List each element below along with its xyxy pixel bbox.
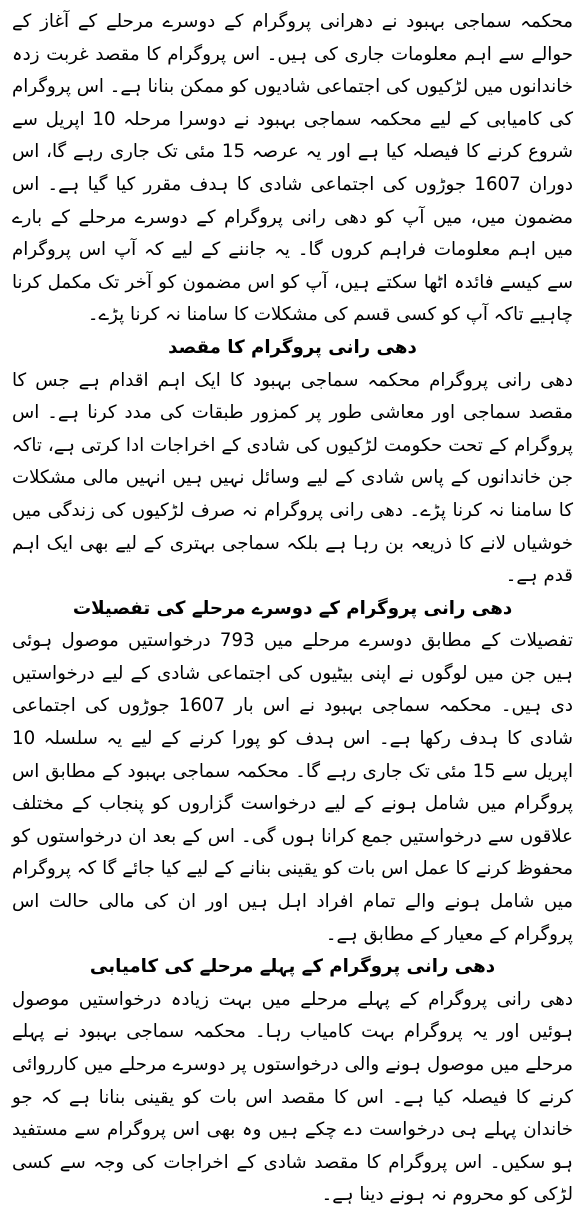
success-paragraph: دھی رانی پروگرام کے پہلے مرحلے میں بہت زیادہ درخواستیں موصول ہوئیں اور یہ پروگرام بہت کامیاب رہا۔ محکمہ سماجی بہبود نے پہلے مرحلے میں موصول ہونے والی درخواستوں پر دوسرے مرحلے میں کارروائی کرنے کا فیصلہ کیا ہے۔ اس کا مقصد اس بات کو یقینی بنانا ہے کہ جو خاندان پہلے ہی درخواست دے چکے ہیں وہ بھی اس پروگرام سے مستفید ہو سکیں۔ اس پروگرام کا مقصد شادی کے اخراجات کی وجہ سے کسی لڑکی کو محروم نہ ہونے دینا ہے۔ — [12, 988, 573, 1206]
heading-program-purpose: دھی رانی پروگرام کا مقصد — [168, 336, 417, 358]
heading-second-phase-details: دھی رانی پروگرام کے دوسرے مرحلے کی تفصیلات — [72, 597, 513, 619]
details-paragraph: تفصیلات کے مطابق دوسرے مرحلے میں 793 درخواستیں موصول ہوئی ہیں جن میں لوگوں نے اپنی بیٹیوں کی اجتماعی شادی کے لیے درخواستیں دی ہیں۔ محکمہ سماجی بہبود نے اس بار 1607 جوڑوں کی اجتماعی شادی کا ہدف رکھا ہے۔ اس ہدف کو پورا کرنے کے لیے یہ سلسلہ 10 اپریل سے 15 مئی تک جاری رہے گا۔ محکمہ سماجی بہبود کے مطابق اس پروگرام میں شامل ہونے کے لیے درخواست گزاروں کو پنجاب کے مختلف علاقوں سے درخواستیں جمع کرانا ہوں گی۔ اس کے بعد ان درخواستوں کو محفوظ کرنے کا عمل اس بات کو یقینی بنانے کے لیے کیا جائے گا کہ پروگرام میں شامل ہونے والے تمام افراد اہل ہیں اور ان کی مالی حالت اس پروگرام کے معیار کے مطابق ہے۔ — [12, 630, 573, 945]
heading-first-phase-success: دھی رانی پروگرام کے پہلے مرحلے کی کامیابی — [89, 956, 496, 978]
intro-paragraph: محکمہ سماجی بہبود نے دھرانی پروگرام کے دوسرے مرحلے کے آغاز کے حوالے سے اہم معلومات جاری کی ہیں۔ اس پروگرام کا مقصد غربت زدہ خاندانوں میں لڑکیوں کی اجتماعی شادیوں کو ممکن بنانا ہے۔ اس پروگرام کی کامیابی کے لیے محکمہ سماجی بہبود نے دوسرا مرحلہ 10 اپریل سے شروع کرنے کا فیصلہ کیا ہے اور یہ عرصہ 15 مئی تک جاری رہے گا، اس دوران 1607 جوڑوں کی اجتماعی شادی کا ہدف مقرر کیا گیا ہے۔ اس مضمون میں، میں آپ کو دھی رانی پروگرام کے دوسرے مرحلے کے بارے میں اہم معلومات فراہم کروں گا۔ یہ جاننے کے لیے کہ آپ اس پروگرام سے کیسے فائدہ اٹھا سکتے ہیں، آپ کو اس مضمون کو آخر تک مکمل کرنا چاہیے تاکہ آپ کو کسی قسم کی مشکلات کا سامنا نہ کرنا پڑے۔ — [12, 11, 573, 326]
purpose-paragraph: دھی رانی پروگرام محکمہ سماجی بہبود کا ایک اہم اقدام ہے جس کا مقصد سماجی اور معاشی طور پر کمزور طبقات کی مدد کرنا ہے۔ اس پروگرام کے تحت حکومت لڑکیوں کی شادی کے اخراجات ادا کرتی ہے، تاکہ جن خاندانوں کے پاس شادی کے لیے وسائل نہیں ہیں انہیں مالی مشکلات کا سامنا نہ کرنا پڑے۔ دھی رانی پروگرام نہ صرف لڑکیوں کی زندگی میں خوشیاں لانے کا ذریعہ بن رہا ہے بلکہ سماجی بہتری کے لیے بھی ایک اہم قدم ہے۔ — [12, 369, 573, 587]
